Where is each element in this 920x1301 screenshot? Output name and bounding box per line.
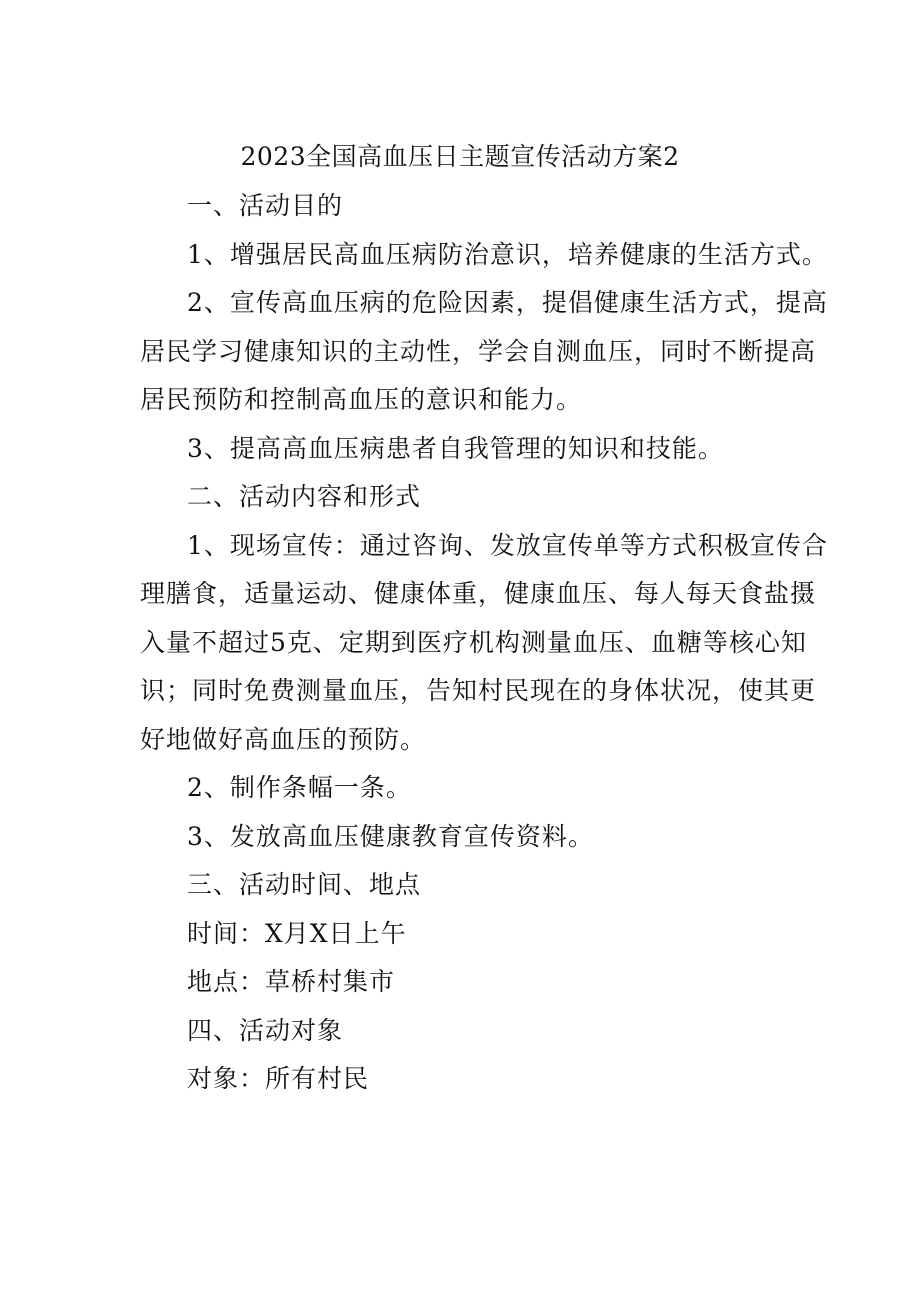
paragraph-line: 1、现场宣传：通过咨询、发放宣传单等方式积极宣传合 — [187, 530, 828, 560]
paragraph-line: 2、制作条幅一条。 — [187, 773, 412, 802]
paragraph-line: 3、提高高血压病患者自我管理的知识和技能。 — [187, 433, 724, 463]
document-title: 2023全国高血压日主题宣传活动方案2 — [240, 142, 680, 171]
paragraph-line: 地点：草桥村集市 — [187, 967, 396, 996]
paragraph-line: 1、增强居民高血压病防治意识，培养健康的生活方式。 — [187, 239, 828, 269]
paragraph-line: 入量不超过5克、定期到医疗机构测量血压、血糖等核心知 — [140, 627, 807, 657]
paragraph-line: 居民学习健康知识的主动性，学会自测血压，同时不断提高 — [140, 336, 817, 366]
paragraph-line: 识；同时免费测量血压，告知村民现在的身体状况，使其更 — [140, 676, 817, 705]
paragraph-line: 理膳食，适量运动、健康体重，健康血压、每人每天食盐摄 — [140, 579, 817, 608]
section-heading-content: 二、活动内容和形式 — [187, 482, 422, 511]
paragraph-line: 好地做好高血压的预防。 — [140, 724, 427, 754]
section-heading-purpose: 一、活动目的 — [187, 191, 344, 220]
paragraph-line: 3、发放高血压健康教育宣传资料。 — [187, 821, 594, 851]
paragraph-line: 2、宣传高血压病的危险因素，提倡健康生活方式，提高 — [187, 288, 828, 317]
paragraph-line: 对象：所有村民 — [187, 1064, 370, 1093]
section-heading-time-place: 三、活动时间、地点 — [187, 870, 422, 899]
section-heading-audience: 四、活动对象 — [187, 1015, 344, 1045]
paragraph-line: 时间：X月X日上午 — [187, 918, 407, 948]
paragraph-line: 居民预防和控制高血压的意识和能力。 — [140, 385, 583, 414]
